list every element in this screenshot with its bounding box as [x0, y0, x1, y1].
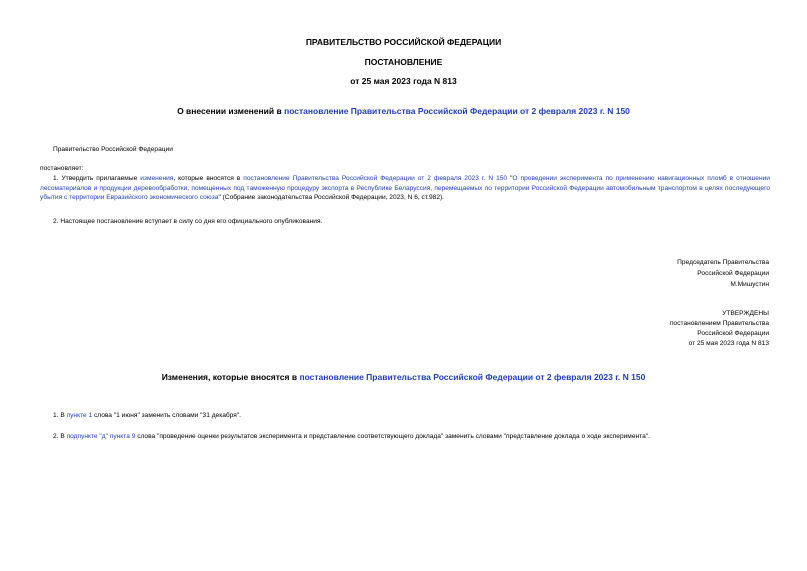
paragraph-1	[40, 174, 770, 203]
p1-text-d: " (Собрание законодательства Российской Федерации, 2023, N 6, ст.982).	[218, 194, 445, 201]
change-item-1	[40, 412, 770, 419]
signature-org: Российской Федерации	[697, 270, 769, 277]
change-1-link[interactable]: пункте 1	[66, 412, 93, 419]
document-title	[0, 106, 807, 116]
approval-block	[569, 309, 769, 349]
signature-name: М.Мишустин	[730, 281, 769, 288]
document-title-prefix: О внесении изменений в	[177, 106, 285, 116]
signature-block	[569, 257, 769, 290]
document-type: ПОСТАНОВЛЕНИЕ	[364, 57, 443, 67]
change-1-text-b: слова "1 июня" заменить словами "31 декабря".	[92, 412, 242, 419]
approval-line-2: постановлением Правительства	[669, 320, 769, 327]
p1-link-changes[interactable]: изменения	[140, 175, 174, 182]
government-line: Правительство Российской Федерации	[53, 146, 173, 153]
p1-text-a: 1. Утвердить прилагаемые	[53, 175, 141, 182]
change-item-2	[40, 433, 770, 440]
change-1-text-a: 1. В	[53, 412, 67, 419]
document-date: от 25 мая 2023 года N 813	[350, 76, 457, 86]
p1-link-experiment[interactable]: О проведении эксперимента по применению навигационных пломб в отношении лесоматериалов и продукции деревообработки, помещенных под таможенную процедуру экспорта в Республике Беларуссия, перемещаемых по территории Российской Федерации автомобильным транспортом в целях последующего убытия с территории Евразийского экономического союза	[40, 175, 770, 201]
change-2-text-b: слова "проведение оценки результатов эксперимента и представление соответствующего доклада" заменить словами "представление доклада о ходе эксперимента".	[135, 433, 650, 440]
approval-line-3: Российской Федерации	[697, 330, 769, 337]
p1-text-c: "	[507, 175, 513, 182]
signature-position: Председатель Правительства	[677, 259, 769, 266]
changes-title	[0, 372, 807, 382]
changes-title-link[interactable]: постановление Правительства Российской Федерации от 2 февраля 2023 г. N 150	[299, 372, 646, 382]
change-2-link[interactable]: подпункте "д" пункта 9	[66, 433, 136, 440]
approval-date: от 25 мая 2023 года N 813	[688, 340, 769, 347]
approval-title: УТВЕРЖДЕНЫ	[722, 310, 769, 317]
title-link[interactable]: постановление Правительства Российской Федерации от 2 февраля 2023 г. N 150	[284, 106, 630, 116]
decides-line: постановляет:	[40, 165, 84, 172]
p1-link-resolution[interactable]: постановление Правительства Российской Федерации от 2 февраля 2023 г. N 150	[243, 175, 508, 182]
paragraph-2: 2. Настоящее постановление вступает в силу со дня его официального опубликования.	[53, 218, 323, 225]
p1-text-b: , которые вносятся в	[173, 175, 244, 182]
changes-title-prefix: Изменения, которые вносятся в	[161, 372, 300, 382]
government-header: ПРАВИТЕЛЬСТВО РОССИЙСКОЙ ФЕДЕРАЦИИ	[305, 37, 502, 47]
change-2-text-a: 2. В	[53, 433, 67, 440]
